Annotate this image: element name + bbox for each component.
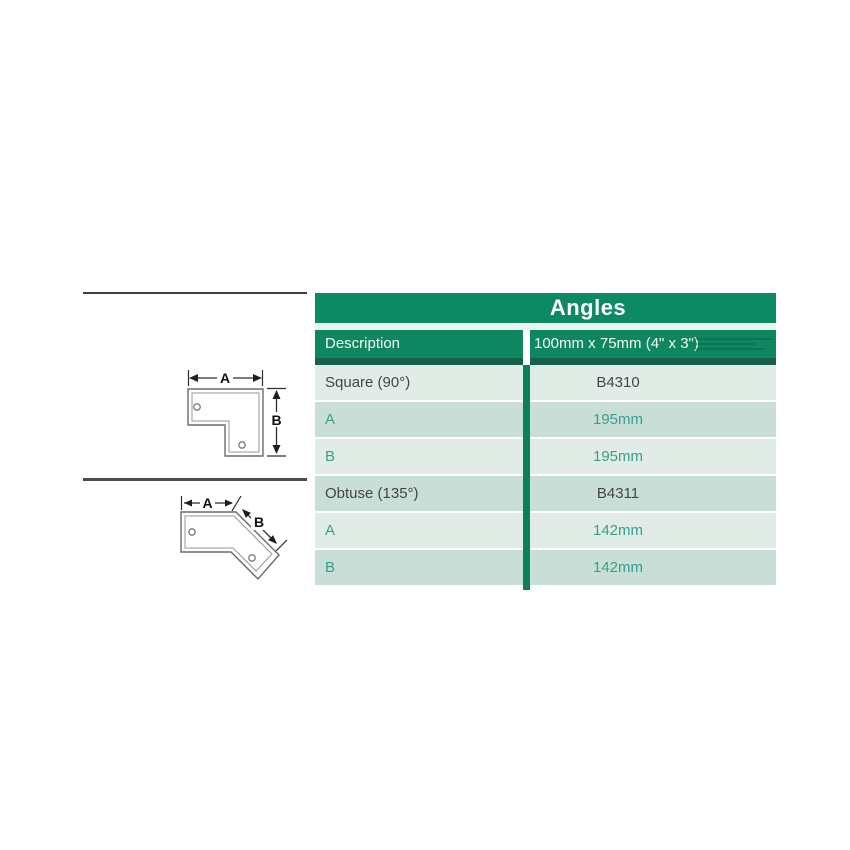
description-cell: A [315,513,523,548]
dim-b-label: B [253,514,265,530]
value-cell: 142mm [530,550,776,585]
description-cell: B [315,439,523,474]
dim-a-label: A [219,370,231,386]
dim-b-arrowhead-up [273,390,281,399]
screw-hole [189,529,195,535]
table-row [315,402,776,437]
screw-hole [249,555,255,561]
screw-hole [194,404,200,410]
table-title: Angles [315,293,776,323]
cell-gap [523,439,530,474]
value-cell: B4311 [530,476,776,511]
value-cell: 195mm [530,402,776,437]
dim-a-arrowhead-left [184,500,192,507]
angles-table [315,293,776,585]
dim-a-label: A [202,495,213,511]
screw-hole [239,442,245,448]
horizontal-rule-top [83,292,307,294]
dim-a-tick-right [232,496,241,511]
table-row [315,476,776,511]
header-underline-left [315,358,523,365]
value-cell: B4310 [530,365,776,400]
horizontal-rule-bottom [83,478,307,481]
value-cell: 142mm [530,513,776,548]
cell-gap [523,365,530,400]
print-artifact [695,338,773,340]
description-cell: B [315,550,523,585]
dim-b-arrowhead-down [273,445,281,454]
column-header-description: Description [315,330,523,358]
value-cell: 195mm [530,439,776,474]
dim-a-arrowhead-right [225,500,233,507]
print-artifact [695,343,755,345]
table-row [315,365,776,400]
table-row [315,513,776,548]
table-row [315,439,776,474]
cell-gap [523,476,530,511]
square-bracket-outline [188,389,263,456]
column-header-row [315,330,776,358]
dim-b-label: B [271,412,282,428]
header-underline [315,358,776,365]
column-header-size-label: 100mm x 75mm (4" x 3") [534,335,699,352]
dim-a-arrowhead-right [253,374,262,382]
header-underline-right [530,358,776,365]
table-row [315,550,776,585]
description-cell: Square (90°) [315,365,523,400]
cell-gap [523,402,530,437]
description-cell: A [315,402,523,437]
cell-gap [523,550,530,585]
obtuse-angle-diagram [170,488,300,588]
square-angle-diagram [160,360,300,465]
table-title-gap [315,323,776,330]
description-cell: Obtuse (135°) [315,476,523,511]
table-body [315,365,776,585]
dim-a-arrowhead-left [189,374,198,382]
dim-b-tick-bottom [276,540,287,551]
print-artifact [695,348,765,350]
column-header-gap [523,330,530,358]
cell-gap [523,513,530,548]
header-underline-gap [523,358,530,365]
column-header-size [530,330,776,358]
